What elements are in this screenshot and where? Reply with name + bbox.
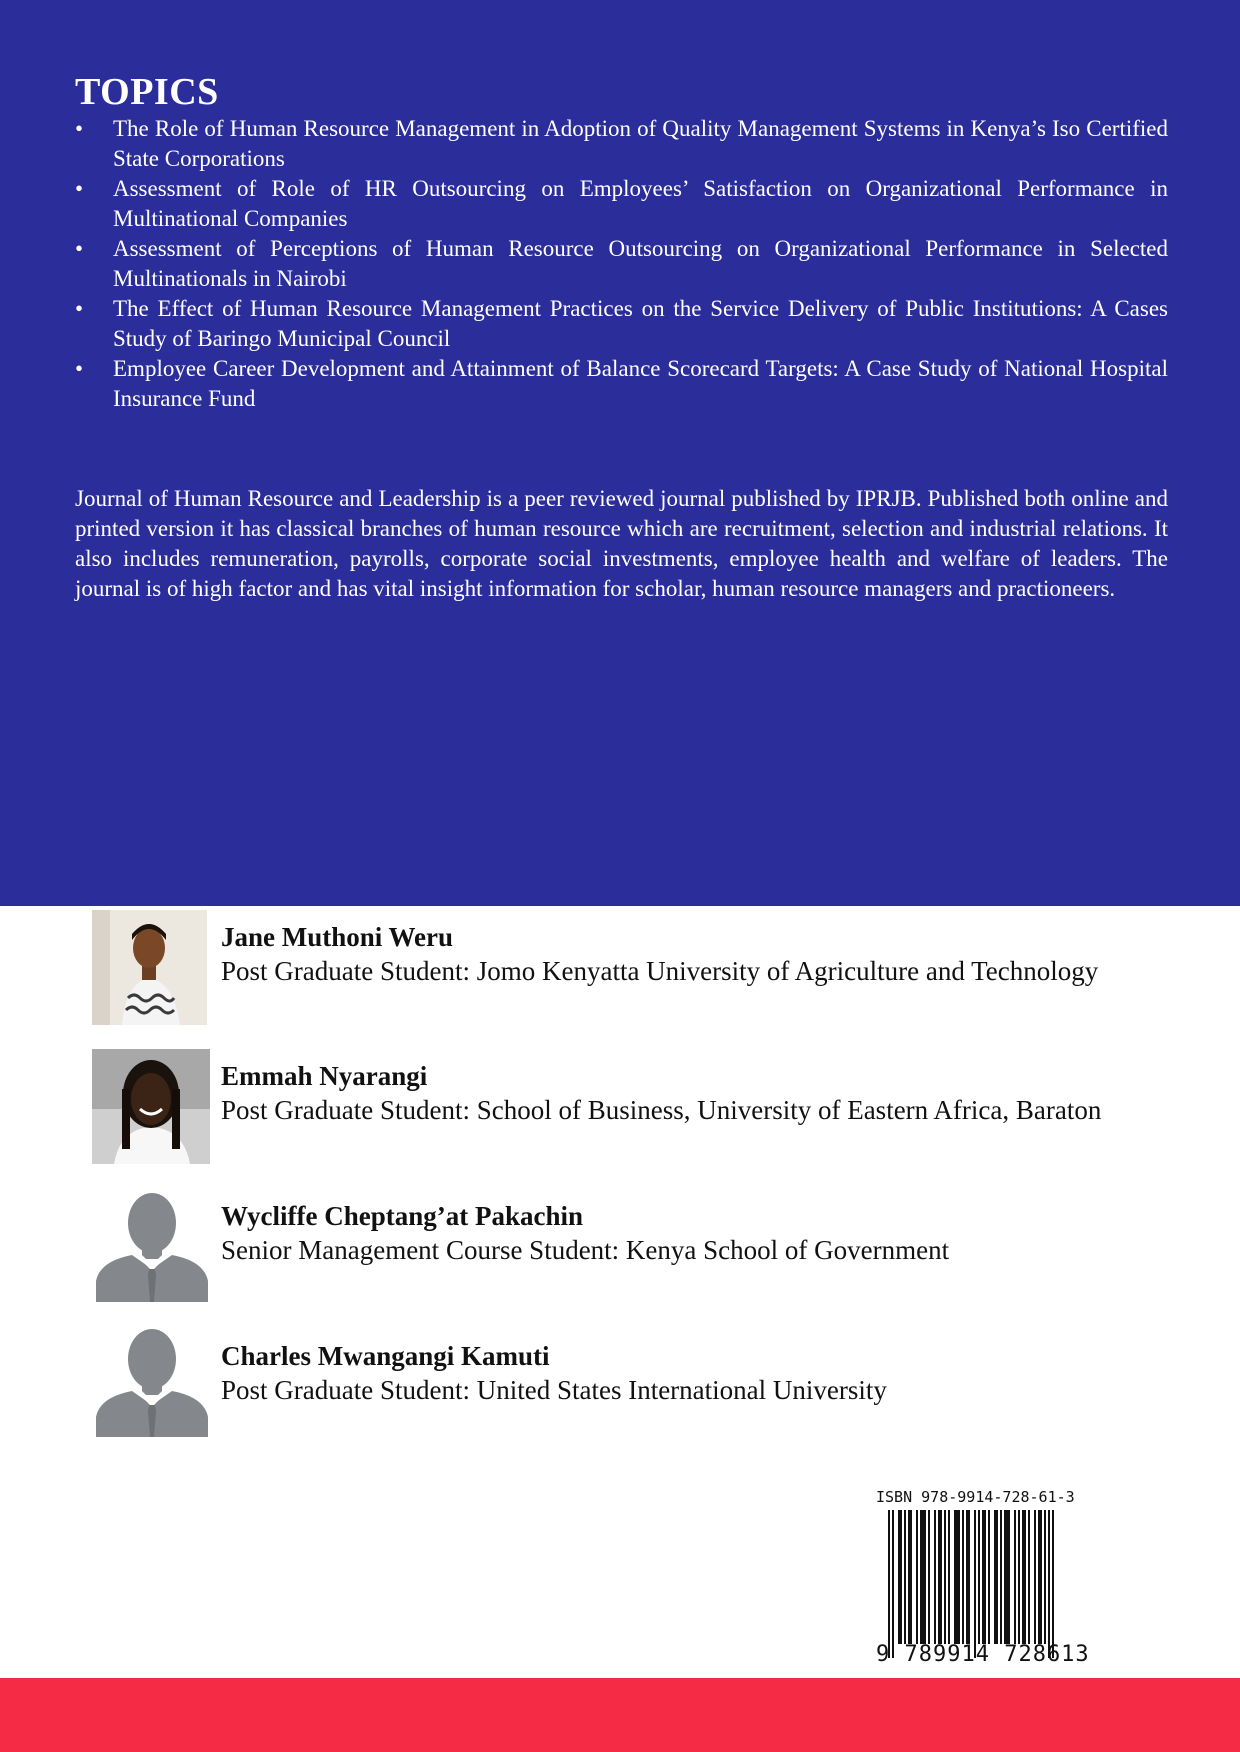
isbn-barcode — [876, 1488, 1096, 1668]
isbn-label: ISBN 978-9914-728-61-3 — [876, 1488, 1075, 1506]
barcode-bar — [920, 1510, 922, 1644]
author-name: Jane Muthoni Weru — [221, 922, 454, 952]
author-name: Wycliffe Cheptang’at Pakachin — [221, 1201, 583, 1231]
barcode-bar — [944, 1510, 946, 1644]
topic-item — [75, 114, 1168, 174]
person-silhouette-icon — [92, 1189, 212, 1302]
woman-portrait-photo — [92, 910, 207, 1025]
barcode-bar — [978, 1510, 980, 1644]
barcode-bar — [1022, 1510, 1024, 1644]
barcode-bar — [938, 1510, 940, 1644]
barcode-bar — [1044, 1510, 1046, 1644]
author-photo — [92, 1329, 212, 1437]
barcode-bar — [958, 1510, 960, 1644]
barcode-bar — [1028, 1510, 1030, 1644]
barcode-bar — [934, 1510, 936, 1644]
bullet-icon: • — [75, 176, 84, 201]
barcode-bar — [1006, 1510, 1008, 1644]
topic-item — [75, 294, 1168, 354]
barcode-bar — [1004, 1510, 1006, 1644]
barcode-bar — [984, 1510, 986, 1644]
barcode-bar — [988, 1510, 990, 1644]
barcode-digits: 9 789914 728613 — [876, 1642, 1090, 1667]
author-role: Post Graduate Student: School of Business, University of Eastern Africa, Baraton — [221, 1095, 1102, 1125]
topic-text: The Effect of Human Resource Management Practices on the Service Delivery of Public Institutions: A Cases Study of Baringo Municipal Council — [113, 296, 1168, 351]
author-photo — [92, 1189, 212, 1302]
barcode-bar — [962, 1510, 964, 1644]
author-name: Emmah Nyarangi — [221, 1061, 428, 1091]
author-card — [92, 1049, 1192, 1169]
barcode-bar — [910, 1510, 912, 1644]
barcode-bar — [956, 1510, 958, 1644]
barcode-bar — [1000, 1510, 1002, 1644]
barcode-bar — [1048, 1510, 1050, 1658]
barcode-bar — [974, 1510, 976, 1658]
topic-item — [75, 174, 1168, 234]
author-info — [221, 1199, 1181, 1268]
barcode-bar — [966, 1510, 968, 1644]
barcode-bar — [898, 1510, 900, 1644]
barcode-bar — [1038, 1510, 1040, 1644]
bullet-icon: • — [75, 116, 84, 141]
topic-item — [75, 354, 1168, 414]
barcode-bar — [928, 1510, 930, 1644]
topics-heading: TOPICS — [75, 71, 219, 113]
author-card — [92, 1189, 1192, 1309]
bullet-icon: • — [75, 296, 84, 321]
barcode-bar — [994, 1510, 996, 1644]
barcode-bar — [1018, 1510, 1020, 1644]
barcode-bar — [1040, 1510, 1042, 1644]
bullet-icon: • — [75, 236, 84, 261]
barcode-bar — [892, 1510, 894, 1658]
woman-portrait-photo — [92, 1049, 210, 1164]
barcode-bar — [904, 1510, 906, 1644]
barcode-bar — [1014, 1510, 1016, 1644]
topic-text: Assessment of Perceptions of Human Resource Outsourcing on Organizational Performance in Selected Multinationals in Nairobi — [113, 236, 1168, 291]
author-card — [92, 910, 1192, 1030]
bottom-red-bar — [0, 1678, 1240, 1752]
barcode-bar — [922, 1510, 924, 1644]
barcode-bar — [1034, 1510, 1036, 1644]
author-name: Charles Mwangangi Kamuti — [221, 1341, 550, 1371]
topic-item — [75, 234, 1168, 294]
author-photo — [92, 910, 207, 1025]
barcode-bar — [982, 1510, 984, 1644]
author-photo — [92, 1049, 210, 1164]
author-card — [92, 1329, 1192, 1449]
barcode-bar — [940, 1510, 942, 1644]
author-role: Post Graduate Student: Jomo Kenyatta University of Agriculture and Technology — [221, 956, 1099, 986]
person-silhouette-icon — [92, 1329, 212, 1437]
barcode-bar — [924, 1510, 926, 1644]
author-info — [221, 1059, 1181, 1128]
author-role: Post Graduate Student: United States International University — [221, 1375, 887, 1405]
author-info — [221, 1339, 1181, 1408]
barcode-bar — [954, 1510, 956, 1644]
barcode-bar — [888, 1510, 890, 1658]
topic-text: The Role of Human Resource Management in Adoption of Quality Management Systems in Kenya’s Iso Certified State Corporations — [113, 116, 1168, 171]
topic-text: Employee Career Development and Attainment of Balance Scorecard Targets: A Case Study of National Hospital Insurance Fund — [113, 356, 1168, 411]
topics-list — [75, 114, 1168, 414]
barcode-bar — [1024, 1510, 1026, 1644]
bullet-icon: • — [75, 356, 84, 381]
barcode-bar — [908, 1510, 910, 1644]
barcode-bar — [916, 1510, 918, 1644]
author-role: Senior Management Course Student: Kenya School of Government — [221, 1235, 950, 1265]
barcode-bar — [996, 1510, 998, 1644]
topic-text: Assessment of Role of HR Outsourcing on Employees’ Satisfaction on Organizational Performance in Multinational Companies — [113, 176, 1168, 231]
barcode-bar — [900, 1510, 902, 1644]
barcode-bar — [1052, 1510, 1054, 1658]
barcode-bar — [968, 1510, 970, 1644]
journal-description: Journal of Human Resource and Leadership is a peer reviewed journal published by IPRJB. Published both online and printed version it has classical branches of human resource which are recruitment, selection and industrial relations. It also includes remuneration, payrolls, corporate social investments, employee health and welfare of leaders. The journal is of high factor and has vital insight information for scholar, human resource managers and practioneers. — [75, 486, 1168, 601]
barcode-bar — [948, 1510, 950, 1644]
author-info — [221, 920, 1181, 989]
barcode-bar — [1008, 1510, 1010, 1644]
